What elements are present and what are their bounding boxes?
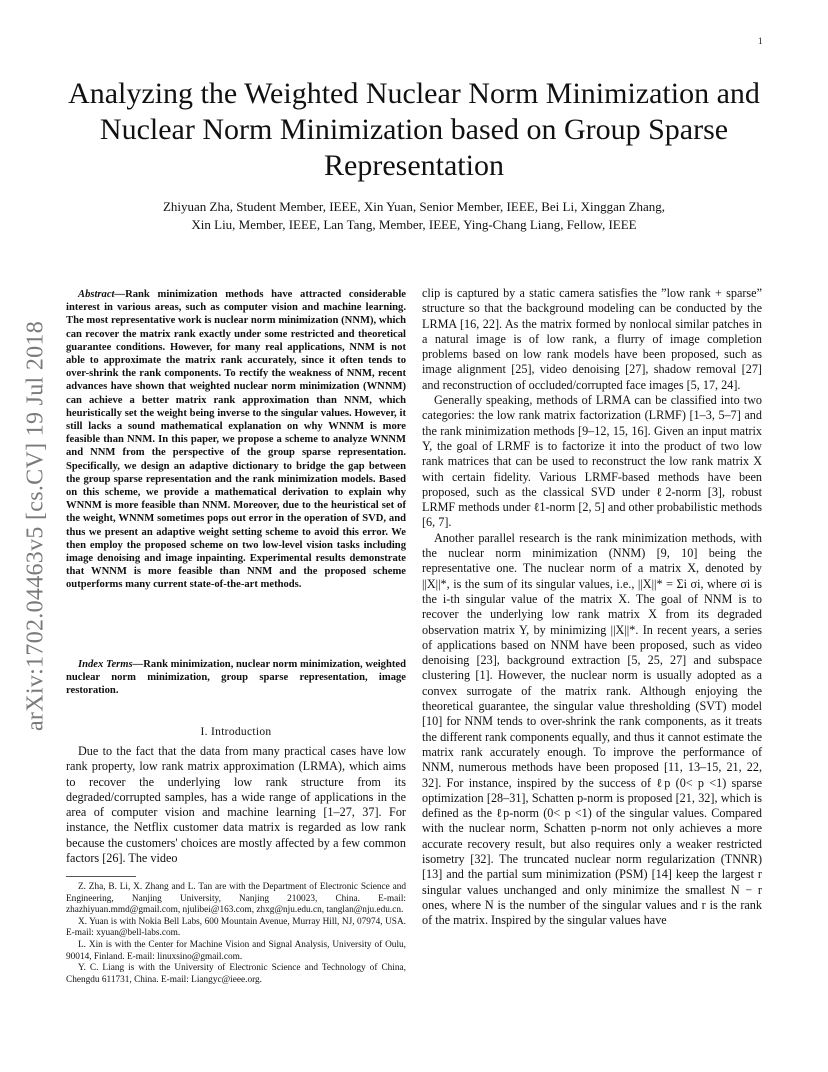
section-heading: I. Introduction [200,726,272,738]
body-paragraph: Another parallel research is the rank minimization methods, with the nuclear norm minimization (NNM) [9, 10] being the representative one. The nuclear norm of a matrix X, denoted by ||X||*, is the sum of its singular values, i.e., ||X||* = Σi σi, where σi is the i-th singular value of the matrix X. The goal of NNM is to recover the underlying low rank matrix X from its degraded observation matrix Y, by minimizing ||X||*. In recent years, a series of applications based on NNM have been proposed, such as video denoising [23], background extraction [5, 25, 27] and subspace clustering [1]. However, the nuclear norm is usually adopted as a convex surrogate of the matrix rank. Although enjoying the theoretical guarantee, the singular value thresholding (SVT) model [10] for NNM tends to over-shrink the rank components, as it treats the different rank components equally, and thus it cannot estimate the matrix rank accurately enough. To improve the performance of NNM, numerous methods have been proposed [11, 13–15, 21, 22, 32]. For instance, inspired by the success of ℓp (0< p <1) sparse optimization [28–31], Schatten p-norm is proposed [21, 32], which is defined as the ℓp-norm (0< p <1) of the singular values. Compared with the nuclear norm, Schatten p-norm not only achieves a more accurate recovery result, but also requires only a weaker restricted isometry [32]. The truncated nuclear norm regularization (TNNR) [13] and the partial sum minimization (PSM) [14] keep the largest r singular values unchanged and only minimize the smallest N − r ones, where N is the number of the singular values and r is the rank of the matrix. Inspired by the singular values have [422,530,762,928]
index-terms-text: Rank minimization, nuclear norm minimization, weighted nuclear norm minimization, group sparse representation, image restoration. [66,659,406,697]
index-terms-lead: Index Terms— [78,659,144,670]
footnote: Y. C. Liang is with the University of Electronic Science and Technology of China, Chengdu 611731, China. E-mail: Liangyc@ieee.org. [66,963,406,985]
arxiv-stamp-text: arXiv:1702.04463v5 [cs.CV] 19 Jul 2018 [22,320,49,732]
authors-line-1: Zhiyuan Zha, Student Member, IEEE, Xin Yuan, Senior Member, IEEE, Bei Li, Xinggan Zhang, [162,199,666,214]
abstract-lead: Abstract— [78,289,126,300]
footnotes [66,882,406,986]
footnote: X. Yuan is with Nokia Bell Labs, 600 Mountain Avenue, Murray Hill, NJ, 07974, USA. E-mail: xyuan@bell-labs.com. [66,916,406,939]
intro-paragraph [66,744,406,866]
body-paragraph: Generally speaking, methods of LRMA can be classified into two categories: the low rank matrix factorization (LRMF) [1–3, 5–7] and the rank minimization methods [9–12, 15, 16]. Given an input matrix Y, the goal of LRMF is to factorize it into the product of two low rank matrices that can be used to reconstruct the low rank matrix X with certain fidelity. Various LRMF-based methods have been proposed, such as the classical SVD under ℓ2-norm [3], robust LRMF methods under ℓ1-norm [2, 5] and other probabilistic methods [6, 7]. [422,393,762,530]
abstract-text: Rank minimization methods have attracted considerable interest in various areas, such as computer vision and machine learning. The most representative work is nuclear norm minimization (NNM), which can recover the matrix rank exactly under some restricted and theoretical guarantee conditions. However, for many real applications, NNM is not able to approximate the matrix rank accurately, since it often tends to over-shrink the rank components. To rectify the weakness of NNM, recent advances have shown that weighted nuclear norm minimization (WNNM) can achieve a better matrix rank approximation than NNM, which heuristically set the weight being inverse to the singular values. However, it still lacks a sound mathematical explanation on why WNNM is more feasible than NNM. In this paper, we propose a scheme to analyze WNNM and NNM from the perspective of the group sparse representation. Specifically, we design an adaptive dictionary to bridge the gap between the group sparse representation and the rank minimization models. Based on this scheme, we provide a mathematical derivation to explain why WNNM is more feasible than NNM. Moreover, due to the heuristical set of the weight, WNNM sometimes pops out error in the operation of SVD, and thus we present an adaptive weight setting scheme to avoid this error. We then employ the proposed scheme on two low-level vision tasks including image denoising and image inpainting. Experimental results demonstrate that WNNM is more feasible than NNM and the proposed scheme outperforms many current state-of-the-art methods. [66,289,406,591]
footnote: Z. Zha, B. Li, X. Zhang and L. Tan are with the Department of Electronic Science and Engineering, Nanjing University, Nanjing 210023, China. E-mail: zhazhiyuan.mmd@gmail.com, njulibei@163.com, zhxg@nju.edu.cn, tanglan@nju.edu.cn. [66,882,406,916]
index-terms [66,658,406,698]
abstract [66,288,406,592]
body-paragraph: clip is captured by a static camera satisfies the ”low rank + sparse” structure so that the background modeling can be conducted by the LRMA [16, 22]. As the matrix formed by nonlocal similar patches in a natural image is of low rank, a flurry of image completion problems based on low rank models have been proposed, such as image alignment [25], video denoising [27], shadow removal [27] and reconstruction of occluded/corrupted face images [5, 17, 24]. [422,286,762,392]
authors-line-2: Xin Liu, Member, IEEE, Lan Tang, Member, IEEE, Ying-Chang Liang, Fellow, IEEE [191,217,637,232]
footnote-rule [66,876,136,877]
intro-text: Due to the fact that the data from many practical cases have low rank property, low rank matrix approximation (LRMA), which aims to recover the underlying low rank structure from its degraded/corrupted samples, has a wide range of applications in the area of computer vision and machine learning [1–27, 37]. For instance, the Netflix customer data matrix is regarded as low rank because the customers' choices are mostly affected by a few common factors [26]. The video [66,744,406,866]
author-list [66,198,762,234]
arxiv-stamp [16,296,56,756]
right-column [422,286,762,928]
footnote: L. Xin is with the Center for Machine Vision and Signal Analysis, University of Oulu, 90014, Finland. E-mail: linuxsino@gmail.com. [66,939,406,962]
page-number: 1 [758,36,763,46]
paper-title: Analyzing the Weighted Nuclear Norm Minimization and Nuclear Norm Minimization based on Group Sparse Representation [68,77,760,182]
